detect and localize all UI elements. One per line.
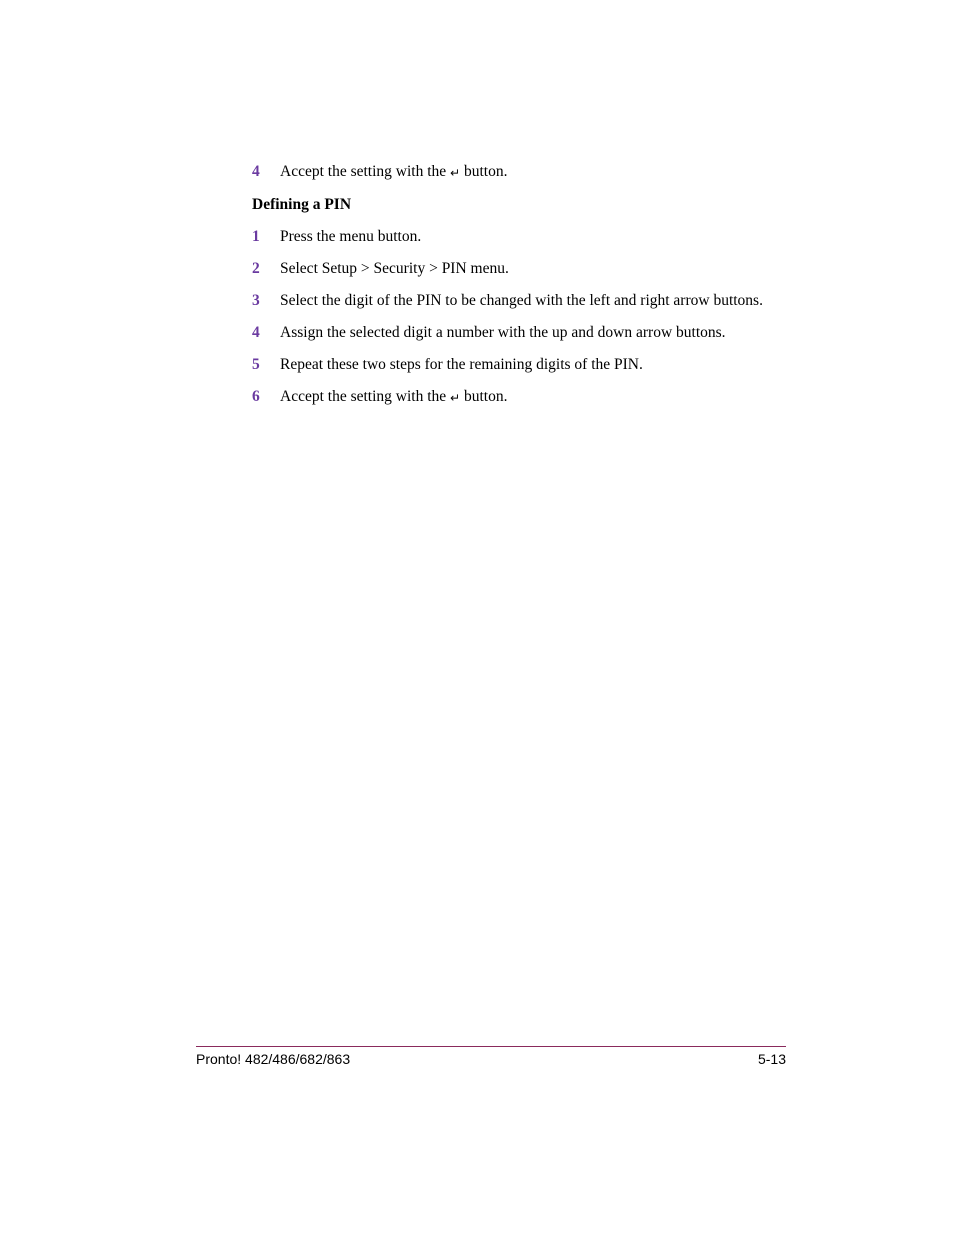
- step-text-before: Accept the setting with the: [280, 163, 447, 180]
- step-item: [252, 355, 788, 374]
- page-content: [252, 162, 788, 420]
- step-accept-setting: [252, 162, 788, 182]
- footer-page-number: 5-13: [757, 1051, 786, 1067]
- step-number: 6: [252, 388, 260, 405]
- step-text: [280, 387, 788, 407]
- step-text: Select the digit of the PIN to be changed with the left and right arrow buttons.: [280, 292, 763, 309]
- step-item: [252, 291, 788, 310]
- step-item: [252, 227, 788, 246]
- step-text: Assign the selected digit a number with the up and down arrow buttons.: [280, 324, 726, 341]
- section-heading: Defining a PIN: [252, 196, 352, 213]
- footer-product-name: Pronto! 482/486/682/863: [196, 1051, 351, 1067]
- step-text-after: button.: [460, 388, 508, 405]
- step-accept-setting-final: [252, 387, 788, 407]
- step-number: 4: [252, 163, 260, 180]
- step-text-after: button.: [460, 163, 508, 180]
- step-number: 4: [252, 324, 260, 341]
- step-text: [280, 162, 788, 182]
- step-number: 2: [252, 260, 260, 277]
- step-text: Press the menu button.: [280, 228, 422, 245]
- step-text-before: Accept the setting with the: [280, 388, 447, 405]
- enter-key-icon: ↵: [450, 391, 461, 405]
- step-text: Select Setup > Security > PIN menu.: [280, 260, 509, 277]
- step-item: [252, 259, 788, 278]
- step-number: 5: [252, 356, 260, 373]
- page-footer: [196, 1046, 786, 1068]
- step-number: 3: [252, 292, 260, 309]
- step-number: 1: [252, 228, 260, 245]
- step-item: [252, 323, 788, 342]
- enter-key-icon: ↵: [450, 166, 461, 180]
- step-text: Repeat these two steps for the remaining digits of the PIN.: [280, 356, 643, 373]
